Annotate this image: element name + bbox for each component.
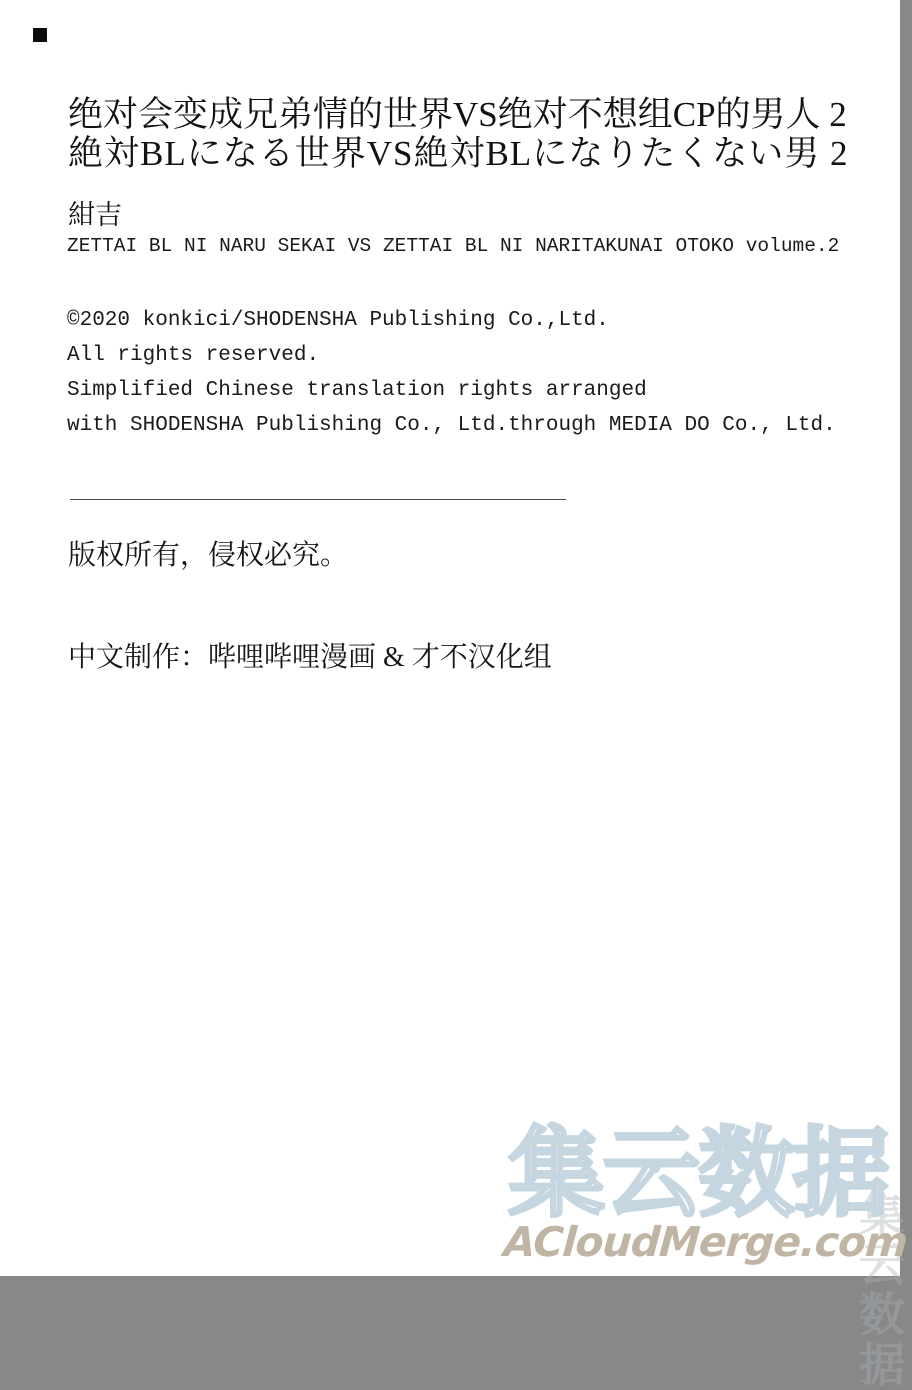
book-title xyxy=(68,95,848,173)
watermark-domain: ACloudMerge.com xyxy=(502,1218,909,1266)
rights-notice: 版权所有，侵权必究。 xyxy=(68,540,349,571)
divider-line xyxy=(70,499,566,500)
copyright-block xyxy=(67,303,836,443)
copyright-line: ©2020 konkici/SHODENSHA Publishing Co.,Ltd. xyxy=(67,309,609,332)
corner-mark xyxy=(33,28,47,42)
copyright-line: All rights reserved. xyxy=(67,344,320,367)
watermark-brand-cjk: 集云数据 xyxy=(508,1117,888,1230)
author-name: 紺吉 xyxy=(68,200,122,230)
translation-credits: 中文制作：哔哩哔哩漫画 & 才不汉化组 xyxy=(68,642,552,673)
book-title-chinese: 绝对会变成兄弟情的世界VS绝对不想组CP的男人 2 xyxy=(68,95,847,134)
book-title-japanese: 絶対BLになる世界VS絶対BLになりたくない男 2 xyxy=(68,134,849,173)
book-title-romaji: ZETTAI BL NI NARU SEKAI VS ZETTAI BL NI NARITAKUNAI OTOKO volume.2 xyxy=(67,235,840,257)
copyright-line: with SHODENSHA Publishing Co., Ltd.through MEDIA DO Co., Ltd. xyxy=(67,414,836,437)
watermark-echo: 集云数据 xyxy=(852,1190,906,1390)
copyright-line: Simplified Chinese translation rights arranged xyxy=(67,379,647,402)
